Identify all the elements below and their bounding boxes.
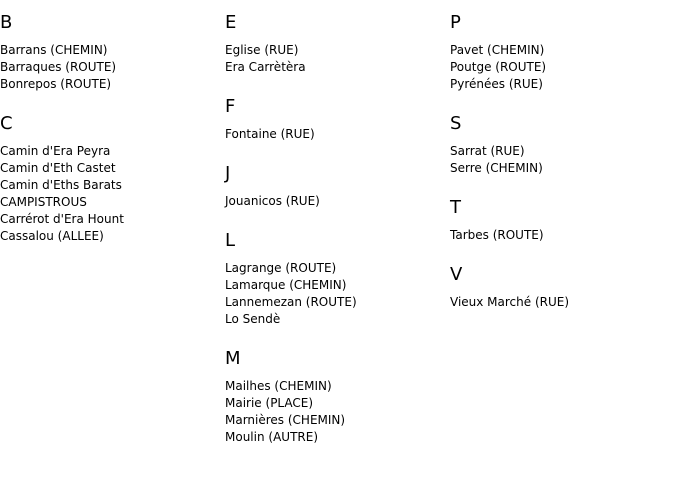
street-link[interactable]: Marnières (CHEMIN) <box>225 413 346 427</box>
letter-group-b <box>0 12 220 93</box>
street-list <box>225 260 445 328</box>
street-link[interactable]: Tarbes (ROUTE) <box>450 228 544 242</box>
street-link[interactable]: Cassalou (ALLEE) <box>0 229 104 243</box>
street-link[interactable]: Serre (CHEMIN) <box>450 161 543 175</box>
street-link[interactable]: Carrérot d'Era Hount <box>0 212 124 226</box>
street-list <box>225 42 445 76</box>
letter-heading: L <box>225 230 236 251</box>
street-list <box>450 294 670 311</box>
street-link[interactable]: Pyrénées (RUE) <box>450 77 543 91</box>
street-link[interactable]: Camin d'Era Peyra <box>0 144 111 158</box>
letter-group-p <box>450 12 670 93</box>
street-index-column-1 <box>0 0 220 245</box>
street-list <box>225 126 445 143</box>
street-list <box>450 227 670 244</box>
street-list <box>225 193 445 210</box>
letter-group-s <box>450 113 670 177</box>
street-link[interactable]: Vieux Marché (RUE) <box>450 295 570 309</box>
street-index-column-3 <box>450 0 670 311</box>
street-list <box>450 143 670 177</box>
letter-group-t <box>450 197 670 244</box>
letter-group-v <box>450 264 670 311</box>
letter-heading: B <box>0 12 13 33</box>
street-link[interactable]: Barraques (ROUTE) <box>0 60 117 74</box>
letter-group-j <box>225 163 445 210</box>
letter-heading: S <box>450 113 462 134</box>
letter-group-f <box>225 96 445 143</box>
letter-heading: V <box>450 264 463 285</box>
street-link[interactable]: Lannemezan (ROUTE) <box>225 295 357 309</box>
street-link[interactable]: Bonrepos (ROUTE) <box>0 77 112 91</box>
street-link[interactable]: CAMPISTROUS <box>0 195 87 209</box>
letter-group-e <box>225 12 445 76</box>
letter-group-m <box>225 348 445 446</box>
street-index-column-2 <box>225 0 445 446</box>
street-link[interactable]: Camin d'Eths Barats <box>0 178 122 192</box>
street-link[interactable]: Lagrange (ROUTE) <box>225 261 337 275</box>
letter-heading: F <box>225 96 236 117</box>
letter-heading: E <box>225 12 237 33</box>
letter-heading: J <box>225 163 231 184</box>
street-link[interactable]: Fontaine (RUE) <box>225 127 315 141</box>
street-link[interactable]: Lo Sendè <box>225 312 281 326</box>
street-list <box>450 42 670 93</box>
street-link[interactable]: Era Carrètèra <box>225 60 306 74</box>
street-link[interactable]: Poutge (ROUTE) <box>450 60 547 74</box>
street-link[interactable]: Pavet (CHEMIN) <box>450 43 545 57</box>
street-link[interactable]: Mairie (PLACE) <box>225 396 314 410</box>
letter-heading: M <box>225 348 241 369</box>
letter-group-c <box>0 113 220 245</box>
letter-heading: T <box>450 197 461 218</box>
street-link[interactable]: Eglise (RUE) <box>225 43 299 57</box>
street-link[interactable]: Jouanicos (RUE) <box>225 194 320 208</box>
street-link[interactable]: Barrans (CHEMIN) <box>0 43 108 57</box>
street-list <box>0 143 220 245</box>
street-link[interactable]: Lamarque (CHEMIN) <box>225 278 347 292</box>
street-link[interactable]: Mailhes (CHEMIN) <box>225 379 332 393</box>
street-link[interactable]: Sarrat (RUE) <box>450 144 525 158</box>
letter-group-l <box>225 230 445 328</box>
street-link[interactable]: Camin d'Eth Castet <box>0 161 116 175</box>
letter-heading: C <box>0 113 13 134</box>
street-link[interactable]: Moulin (AUTRE) <box>225 430 318 444</box>
street-list <box>225 378 445 446</box>
letter-heading: P <box>450 12 461 33</box>
street-list <box>0 42 220 93</box>
